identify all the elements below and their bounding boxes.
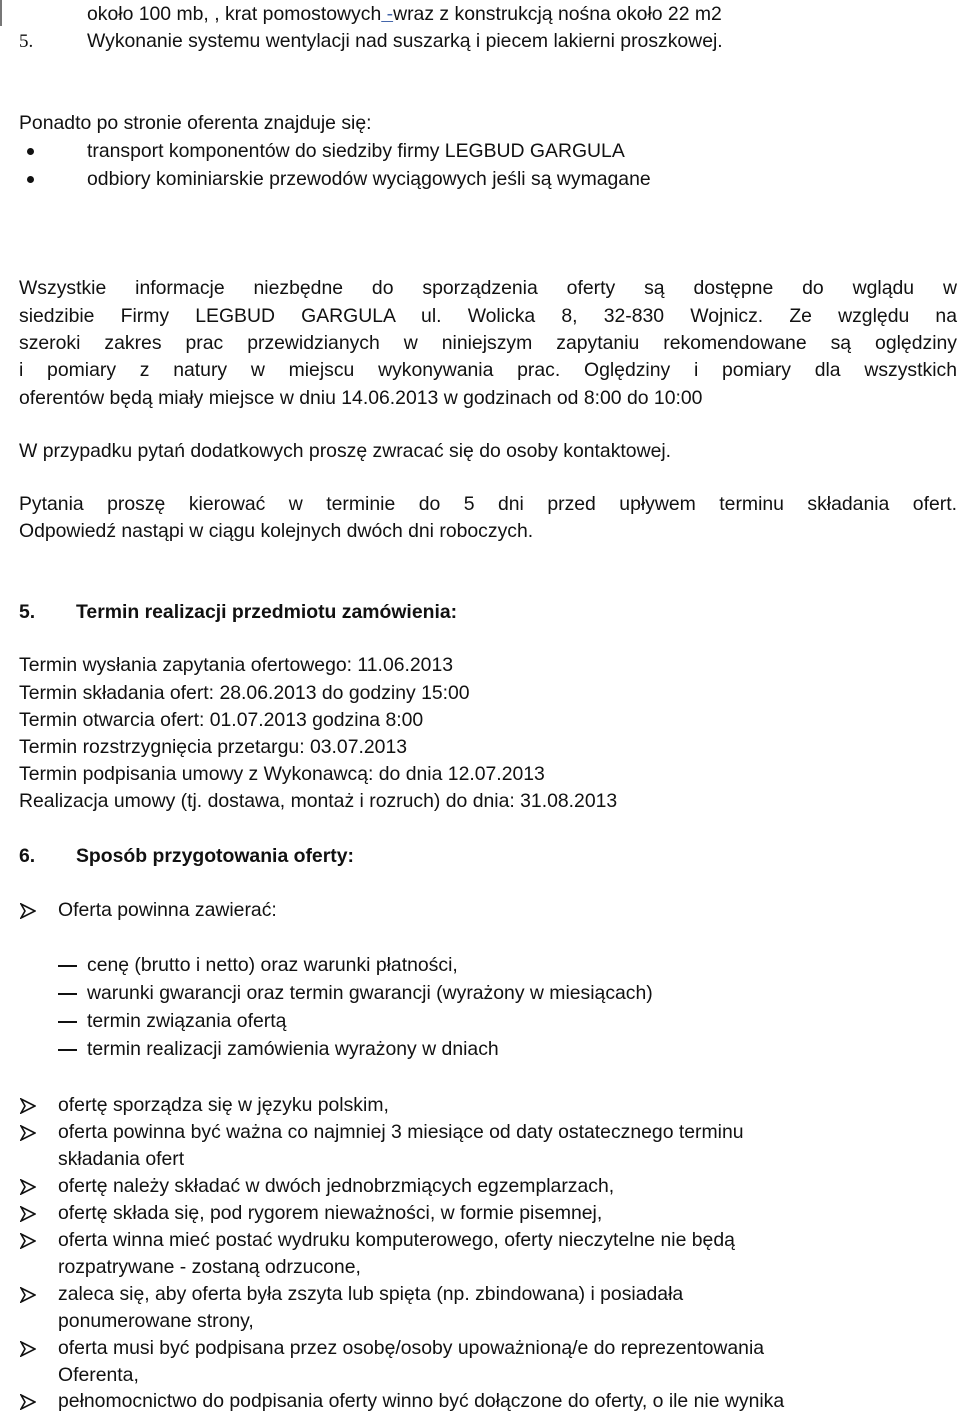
arrowhead-bullet-icon xyxy=(20,1394,36,1410)
dash-bullet-icon xyxy=(58,1049,77,1051)
requirement-item: ofertę należy składać w dwóch jednobrzmiących egzemplarzach, xyxy=(58,1175,615,1197)
requirement-item: oferta powinna być ważna co najmniej 3 miesiące od daty ostatecznego terminu xyxy=(58,1121,744,1143)
item-5-number: 5. xyxy=(19,31,34,52)
arrowhead-bullet-icon xyxy=(20,1287,36,1303)
offer-contains-label: Oferta powinna zawierać: xyxy=(58,899,277,921)
content-item: termin realizacji zamówienia wyrażony w dniach xyxy=(87,1038,499,1060)
info-paragraph-line: szeroki zakres prac przewidzianych w niniejszym zapytaniu rekomendowane są oględziny xyxy=(19,332,957,354)
date-line: Termin rozstrzygnięcia przetargu: 03.07.2013 xyxy=(19,736,408,758)
requirement-item: zaleca się, aby oferta była zszyta lub spięta (np. zbindowana) i posiadała xyxy=(58,1283,684,1305)
section-6-number: 6. xyxy=(19,845,36,867)
bullet-item: transport komponentów do siedziby firmy LEGBUD GARGULA xyxy=(87,140,625,162)
requirement-item: pełnomocnictwo do podpisania oferty winno być dołączone do oferty, o ile nie wynika xyxy=(58,1390,785,1412)
requirement-item-continuation: ponumerowane strony, xyxy=(58,1310,254,1332)
dash-bullet-icon xyxy=(58,1021,77,1023)
requirement-item-continuation: Oferenta, xyxy=(58,1364,139,1386)
arrowhead-bullet-icon xyxy=(20,903,36,919)
contact-note: W przypadku pytań dodatkowych proszę zwracać się do osoby kontaktowej. xyxy=(19,440,672,462)
requirement-item: oferta winna mieć postać wydruku komputerowego, oferty nieczytelne nie będą xyxy=(58,1229,735,1251)
dash-bullet-icon xyxy=(58,965,77,967)
questions-paragraph-line: Pytania proszę kierować w terminie do 5 dni przed upływem terminu składania ofert. xyxy=(19,493,957,515)
requirement-item: oferta musi być podpisana przez osobę/osoby upoważnioną/e do reprezentowania xyxy=(58,1337,765,1359)
date-line: Termin składania ofert: 28.06.2013 do godziny 15:00 xyxy=(19,682,470,704)
requirement-item-continuation: rozpatrywane - zostaną odrzucone, xyxy=(58,1256,361,1278)
change-bar xyxy=(0,0,2,26)
content-item: termin związania ofertą xyxy=(87,1010,287,1032)
tracked-change: - xyxy=(381,3,394,25)
item-5-text: Wykonanie systemu wentylacji nad suszarką i piecem lakierni proszkowej. xyxy=(87,30,723,52)
requirement-item-continuation: składania ofert xyxy=(58,1148,185,1170)
info-paragraph-line: oferentów będą miały miejsce w dniu 14.06.2013 w godzinach od 8:00 do 10:00 xyxy=(19,387,703,409)
info-paragraph-line: siedzibie Firmy LEGBUD GARGULA ul. Wolicka 8, 32-830 Wojnicz. Ze względu na xyxy=(19,305,957,327)
content-item: warunki gwarancji oraz termin gwarancji (wyrażony w miesiącach) xyxy=(87,982,653,1004)
requirement-item: ofertę sporządza się w języku polskim, xyxy=(58,1094,389,1116)
date-line: Termin otwarcia ofert: 01.07.2013 godzina 8:00 xyxy=(19,709,424,731)
item-4-continuation: około 100 mb, , krat pomostowych -wraz z konstrukcją nośna około 22 m2 xyxy=(87,3,722,25)
content-item: cenę (brutto i netto) oraz warunki płatności, xyxy=(87,954,458,976)
arrowhead-bullet-icon xyxy=(20,1179,36,1195)
dash-bullet-icon xyxy=(58,993,77,995)
date-line: Termin wysłania zapytania ofertowego: 11.06.2013 xyxy=(19,654,454,676)
info-paragraph-line: Wszystkie informacje niezbędne do sporządzenia oferty są dostępne do wglądu w xyxy=(19,277,957,299)
arrowhead-bullet-icon xyxy=(20,1233,36,1249)
offeror-intro: Ponadto po stronie oferenta znajduje się: xyxy=(19,112,372,134)
requirement-item: ofertę składa się, pod rygorem nieważności, w formie pisemnej, xyxy=(58,1202,603,1224)
section-5-title: Termin realizacji przedmiotu zamówienia: xyxy=(76,601,458,623)
bullet-icon xyxy=(27,176,34,183)
arrowhead-bullet-icon xyxy=(20,1125,36,1141)
date-line: Realizacja umowy (tj. dostawa, montaż i rozruch) do dnia: 31.08.2013 xyxy=(19,790,618,812)
section-6-title: Sposób przygotowania oferty: xyxy=(76,845,354,867)
bullet-icon xyxy=(27,148,34,155)
arrowhead-bullet-icon xyxy=(20,1341,36,1357)
date-line: Termin podpisania umowy z Wykonawcą: do dnia 12.07.2013 xyxy=(19,763,545,785)
bullet-item: odbiory kominiarskie przewodów wyciągowych jeśli są wymagane xyxy=(87,168,651,190)
questions-paragraph-line: Odpowiedź nastąpi w ciągu kolejnych dwóch dni roboczych. xyxy=(19,520,534,542)
arrowhead-bullet-icon xyxy=(20,1098,36,1114)
info-paragraph-line: i pomiary z natury w miejscu wykonywania prac. Oględziny i pomiary dla wszystkich xyxy=(19,359,957,381)
section-5-number: 5. xyxy=(19,601,36,623)
arrowhead-bullet-icon xyxy=(20,1206,36,1222)
